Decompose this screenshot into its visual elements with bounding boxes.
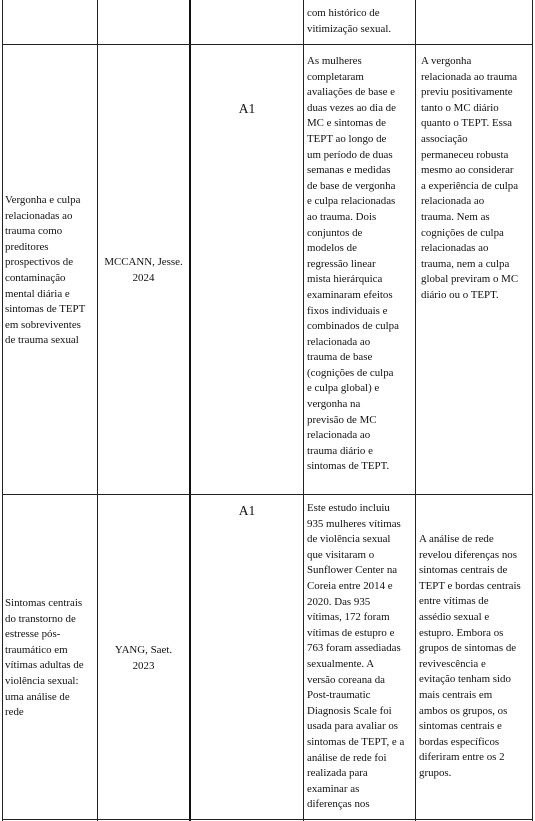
topic-text: Vergonha e culpa relacionadas ao trauma como preditores prospectivos de contaminação mental diária e sintomas de TEPT em sobreviventes de trauma sexual bbox=[5, 194, 86, 347]
table-border-right bbox=[532, 0, 533, 821]
author-cell-row1 bbox=[98, 255, 189, 286]
table-border-left bbox=[2, 0, 3, 821]
column-divider-3 bbox=[303, 0, 304, 821]
code-text: A1 bbox=[238, 101, 256, 116]
result-cell-row2 bbox=[419, 532, 532, 782]
table-border-bottom bbox=[2, 819, 533, 820]
method-text: As mulheres completaram avaliações de base e duas vezes ao dia de MC e sintomas de TEPT ao longo de um período de duas semanas e medidas de base de vergonha e culpa relacionadas ao trauma. Dois conjuntos de modelos de regressão linear mista hierárquica examinaram efeitos fixos individuais e combinados de culpa relacionada ao trauma de base (cognições de culpa e culpa global) e vergonha na previsão de MC relacionada ao trauma diário e sintomas de TEPT. bbox=[307, 55, 399, 473]
column-divider-1 bbox=[97, 0, 98, 821]
author-text: MCCANN, Jesse. 2024 bbox=[104, 256, 183, 284]
code-cell-row1 bbox=[191, 101, 303, 117]
column-divider-2 bbox=[189, 0, 191, 821]
topic-cell-row2 bbox=[5, 596, 97, 721]
result-text: A vergonha relacionada ao trauma previu positivamente tanto o MC diário quanto o TEPT. Essa associação permaneceu robusta mesmo ao considerar a experiência de culpa relacionada ao trauma. Nem as cognições de culpa relacionadas ao trauma, nem a culpa global previram o MC diário ou o TEPT. bbox=[421, 55, 519, 301]
row-divider-2 bbox=[2, 494, 533, 495]
topic-text: Sintomas centrais do transtorno de estresse pós- traumático em vítimas adultas de violência sexual: uma análise de rede bbox=[5, 597, 84, 719]
method-text: com histórico de vitimização sexual. bbox=[307, 7, 392, 35]
author-cell-row2 bbox=[98, 643, 189, 674]
result-text: A análise de rede revelou diferenças nos sintomas centrais de TEPT e bordas centrais entre vítimas de assédio sexual e estupro. Embora os grupos de sintomas de revivescência e evitação tenham sido mais centrais em ambos os grupos, os sintomas centrais e bordas específicos diferiram entre os 2 grupos. bbox=[419, 533, 521, 779]
method-text: Este estudo incluiu 935 mulheres vítimas de violência sexual que visitaram o Sunflower Center na Coreia entre 2014 e 2020. Das 935 vítimas, 172 foram vítimas de estupro e 763 foram assediadas sexualmente. A versão coreana da Post-traumatic Diagnosis Scale foi usada para avaliar os sintomas de TEPT, e a análise de rede foi realizada para examinar as diferenças nos bbox=[307, 502, 405, 811]
method-cell-row2 bbox=[307, 501, 415, 813]
column-divider-4 bbox=[415, 0, 416, 821]
code-cell-row2 bbox=[191, 503, 303, 519]
result-cell-row1 bbox=[421, 54, 531, 304]
row-divider-1 bbox=[2, 44, 533, 45]
author-text: YANG, Saet. 2023 bbox=[114, 644, 173, 672]
code-text: A1 bbox=[238, 503, 256, 518]
topic-cell-row1 bbox=[5, 193, 97, 349]
method-cell-row0 bbox=[307, 6, 413, 37]
method-cell-row1 bbox=[307, 54, 413, 475]
